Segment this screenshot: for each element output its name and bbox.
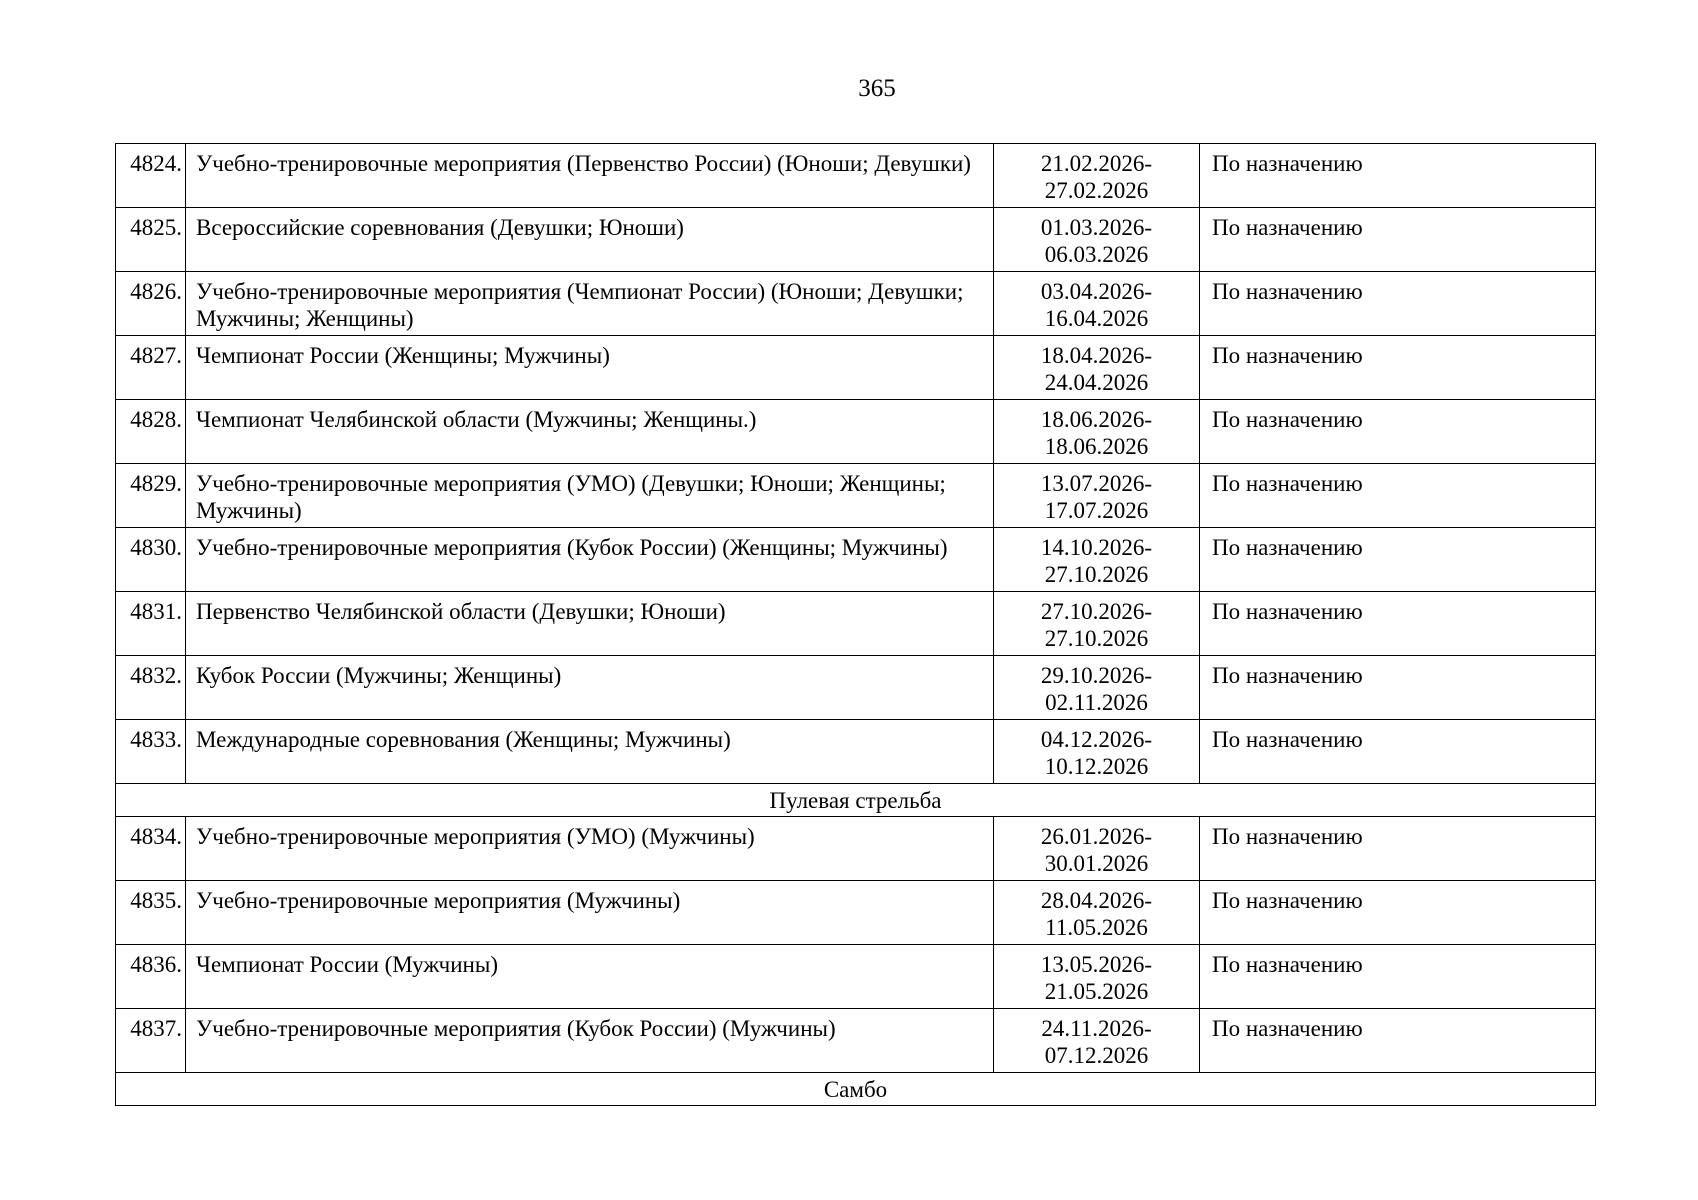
table-row [116,592,1596,656]
event-place: По назначению [1200,1009,1596,1073]
date-start: 13.05.2026- [1040,952,1153,977]
row-number: 4831. [116,592,186,656]
date-end: 18.06.2026 [1044,434,1149,459]
date-start: 21.02.2026- [1040,151,1153,176]
event-dates [994,720,1200,784]
event-name: Кубок России (Мужчины; Женщины) [186,656,994,720]
events-table-body [116,144,1596,1106]
table-row [116,945,1596,1009]
event-name: Учебно-тренировочные мероприятия (УМО) (Девушки; Юноши; Женщины; Мужчины) [186,464,994,528]
event-dates [994,528,1200,592]
date-end: 27.10.2026 [1044,562,1149,587]
date-end: 27.10.2026 [1044,626,1149,651]
row-number: 4825. [116,208,186,272]
event-name: Учебно-тренировочные мероприятия (Чемпионат России) (Юноши; Девушки; Мужчины; Женщины) [186,272,994,336]
event-name: Чемпионат России (Женщины; Мужчины) [186,336,994,400]
event-dates [994,817,1200,881]
date-start: 01.03.2026- [1040,215,1153,240]
table-row [116,336,1596,400]
date-start: 04.12.2026- [1040,727,1153,752]
event-place: По назначению [1200,881,1596,945]
table-row [116,272,1596,336]
event-name: Международные соревнования (Женщины; Мужчины) [186,720,994,784]
row-number: 4832. [116,656,186,720]
date-start: 14.10.2026- [1040,535,1153,560]
table-row [116,881,1596,945]
table-row [116,464,1596,528]
date-start: 27.10.2026- [1040,599,1153,624]
table-row [116,656,1596,720]
event-name: Учебно-тренировочные мероприятия (Первенство России) (Юноши; Девушки) [186,144,994,208]
date-start: 29.10.2026- [1040,663,1153,688]
section-header-row [116,784,1596,817]
date-end: 24.04.2026 [1044,370,1149,395]
date-end: 16.04.2026 [1044,306,1149,331]
event-place: По назначению [1200,464,1596,528]
event-place: По назначению [1200,400,1596,464]
event-dates [994,208,1200,272]
table-row [116,528,1596,592]
event-dates [994,1009,1200,1073]
date-end: 07.12.2026 [1044,1043,1149,1068]
date-start: 13.07.2026- [1040,471,1153,496]
date-start: 03.04.2026- [1040,279,1153,304]
row-number: 4824. [116,144,186,208]
date-start: 28.04.2026- [1040,888,1153,913]
row-number: 4836. [116,945,186,1009]
event-place: По назначению [1200,528,1596,592]
event-dates [994,592,1200,656]
date-end: 02.11.2026 [1045,690,1148,715]
date-start: 18.06.2026- [1040,407,1153,432]
table-row [116,144,1596,208]
table-row [116,208,1596,272]
date-end: 17.07.2026 [1044,498,1149,523]
event-name: Учебно-тренировочные мероприятия (Кубок России) (Мужчины) [186,1009,994,1073]
event-name: Чемпионат Челябинской области (Мужчины; Женщины.) [186,400,994,464]
page-number: 365 [858,75,896,102]
row-number: 4826. [116,272,186,336]
event-name: Всероссийские соревнования (Девушки; Юноши) [186,208,994,272]
event-place: По назначению [1200,144,1596,208]
event-name: Учебно-тренировочные мероприятия (Кубок России) (Женщины; Мужчины) [186,528,994,592]
section-title: Самбо [116,1073,1596,1106]
event-name: Первенство Челябинской области (Девушки; Юноши) [186,592,994,656]
event-place: По назначению [1200,208,1596,272]
event-dates [994,272,1200,336]
event-name: Учебно-тренировочные мероприятия (УМО) (Мужчины) [186,817,994,881]
section-header-row [116,1073,1596,1106]
row-number: 4827. [116,336,186,400]
event-place: По назначению [1200,945,1596,1009]
event-dates [994,656,1200,720]
table-row [116,1009,1596,1073]
row-number: 4834. [116,817,186,881]
row-number: 4835. [116,881,186,945]
date-end: 06.03.2026 [1044,242,1149,267]
row-number: 4829. [116,464,186,528]
row-number: 4830. [116,528,186,592]
date-end: 30.01.2026 [1044,851,1149,876]
date-start: 26.01.2026- [1040,824,1153,849]
event-place: По назначению [1200,336,1596,400]
event-dates [994,336,1200,400]
event-dates [994,464,1200,528]
event-place: По назначению [1200,656,1596,720]
table-row [116,400,1596,464]
section-title: Пулевая стрельба [116,784,1596,817]
table-row [116,817,1596,881]
row-number: 4833. [116,720,186,784]
table-row [116,720,1596,784]
event-dates [994,881,1200,945]
date-end: 10.12.2026 [1044,754,1149,779]
date-end: 11.05.2026 [1045,915,1148,940]
event-place: По назначению [1200,272,1596,336]
event-place: По назначению [1200,817,1596,881]
date-start: 24.11.2026- [1041,1016,1152,1041]
event-dates [994,400,1200,464]
row-number: 4828. [116,400,186,464]
event-dates [994,144,1200,208]
row-number: 4837. [116,1009,186,1073]
event-name: Чемпионат России (Мужчины) [186,945,994,1009]
event-dates [994,945,1200,1009]
date-end: 21.05.2026 [1044,979,1149,1004]
event-place: По назначению [1200,720,1596,784]
date-end: 27.02.2026 [1044,178,1149,203]
events-table [115,143,1596,1106]
date-start: 18.04.2026- [1040,343,1153,368]
event-name: Учебно-тренировочные мероприятия (Мужчины) [186,881,994,945]
event-place: По назначению [1200,592,1596,656]
